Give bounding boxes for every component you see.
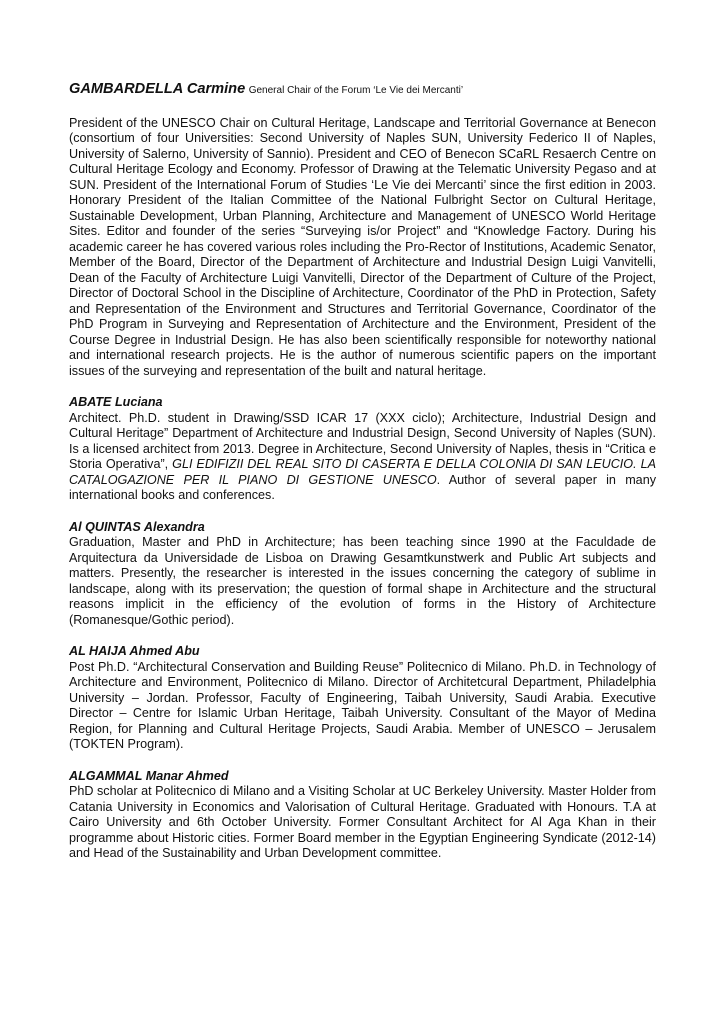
bio-text: Post Ph.D. “Architectural Conservation and Building Reuse” Politecnico di Milano. Ph.D. in Technology of Architecture and Environment, Politecnico di Milano. Director of Architetcural Department, Philadelphia University – Jordan. Professor, Faculty of Engineering, Taibah University, Saudi Arabia. Executive Director – Centre for Islamic Urban Heritage, Taibah University. Consultant of the Mayor of Medina Region, for Planning and Cultural Heritage Projects, Saudi Arabia. Member of UNESCO – Jerusalem (TOKTEN Program). <box>69 659 656 751</box>
entry-name: AL HAIJA Ahmed Abu <box>69 644 200 658</box>
chair-role: General Chair of the Forum ‘Le Vie dei Mercanti’ <box>248 85 464 96</box>
bio-entry-abate <box>69 395 656 504</box>
bio-text: PhD scholar at Politecnico di Milano and a Visiting Scholar at UC Berkeley University. Master Holder from Catania University in Economics and Valorisation of Cultural Heritage. Graduated with Honours. T.A at Cairo University and 6th October University. Former Consultant Architect for Al Aga Khan in their programme about Historic cities. Former Board member in the Egyptian Engineering Syndicate (2012-14) and Head of the Sustainability and Urban Development committee. <box>69 784 656 860</box>
entry-name: Al QUINTAS Alexandra <box>69 519 205 534</box>
bio-entry-gambardella <box>69 116 656 380</box>
entry-name: ABATE Luciana <box>69 395 163 409</box>
bio-text: President of the UNESCO Chair on Cultural Heritage, Landscape and Territorial Governance at Benecon (consortium of four Universities: Second University of Naples SUN, University Federico II of Naples, University of Salerno, University of Sannio). President and CEO of Benecon SCaRL Resaerch Centre on Cultural Heritage Ecology and Economy. Professor of Drawing at the Telematic University Pegaso and at SUN. President of the International Forum of Studies ‘Le Vie dei Mercanti’ since the first edition in 2003. Honorary President of the Italian Committee of the National Fulbright Sector on Cultural Heritage, Sustainable Development, Urban Planning, Architecture and Management of UNESCO World Heritage Sites. Editor and founder of the series “Surveying is/or Project” and “Knowledge Factory. During his academic career he has covered various roles including the Pro-Rector of Institutions, Academic Senator, Member of the Board, Director of the Department of Architecture and Industrial Design Luigi Vanvitelli, Dean of the Faculty of Architecture Luigi Vanvitelli, Director of the Department of Culture of the Project, Director of Doctoral School in the Discipline of Architecture, Coordinator of the PhD in Protection, Safety and Representation of the Environment and Structures and Territorial Governance, Coordinator of the PhD Program in Surveying and Representation of Architecture and the Environment, President of the Course Degree in Industrial Design. He has also been scientifically responsible for noteworthy national and international research projects. He is the author of numerous scientific papers on the important issues of the surveying and representation of the built and natural heritage. <box>69 115 656 378</box>
chair-name: GAMBARDELLA Carmine <box>69 81 246 97</box>
bio-text-start: Architect. Ph.D. student in Drawing/SSD ICAR 17 (XXX ciclo); Architecture, Industrial Design and Cultural Heritage” Department of Architecture and Industrial Design, Second University of Naples (SUN). Is a licensed architect from 2013. Degree in Architecture, Second University of Naples, thesis in “Critica e Storia Operativa”, <box>69 410 656 471</box>
thesis-title: GLI EDIFIZII DEL REAL SITO DI CASERTA E DELLA COLONIA DI SAN LEUCIO. LA CATALOGAZIONE PER IL PIANO DI GESTIONE UNESCO <box>69 457 656 487</box>
bio-text <box>69 411 656 504</box>
bio-entry-algammal <box>69 769 656 862</box>
entry-name: ALGAMMAL Manar Ahmed <box>69 768 229 783</box>
bio-text: Graduation, Master and PhD in Architecture; has been teaching since 1990 at the Faculdade de Arquitectura da Universidade de Lisboa on Drawing Gesamtkunstwerk and Public Art subjects and matters. Presently, the researcher is interested in the issues concerning the category of sublime in landscape, along with its preservation; the question of formal shape in Architecture and the structural reasons implicit in the efficiency of the evolution of forms in the History of Architecture (Romanesque/Gothic period). <box>69 535 656 627</box>
bio-text-end: . Author of several paper in many international books and conferences. <box>69 472 656 502</box>
bio-entry-quintas <box>69 520 656 629</box>
document-page <box>69 82 656 878</box>
bio-entry-al-haija <box>69 644 656 753</box>
chair-header <box>69 82 656 99</box>
